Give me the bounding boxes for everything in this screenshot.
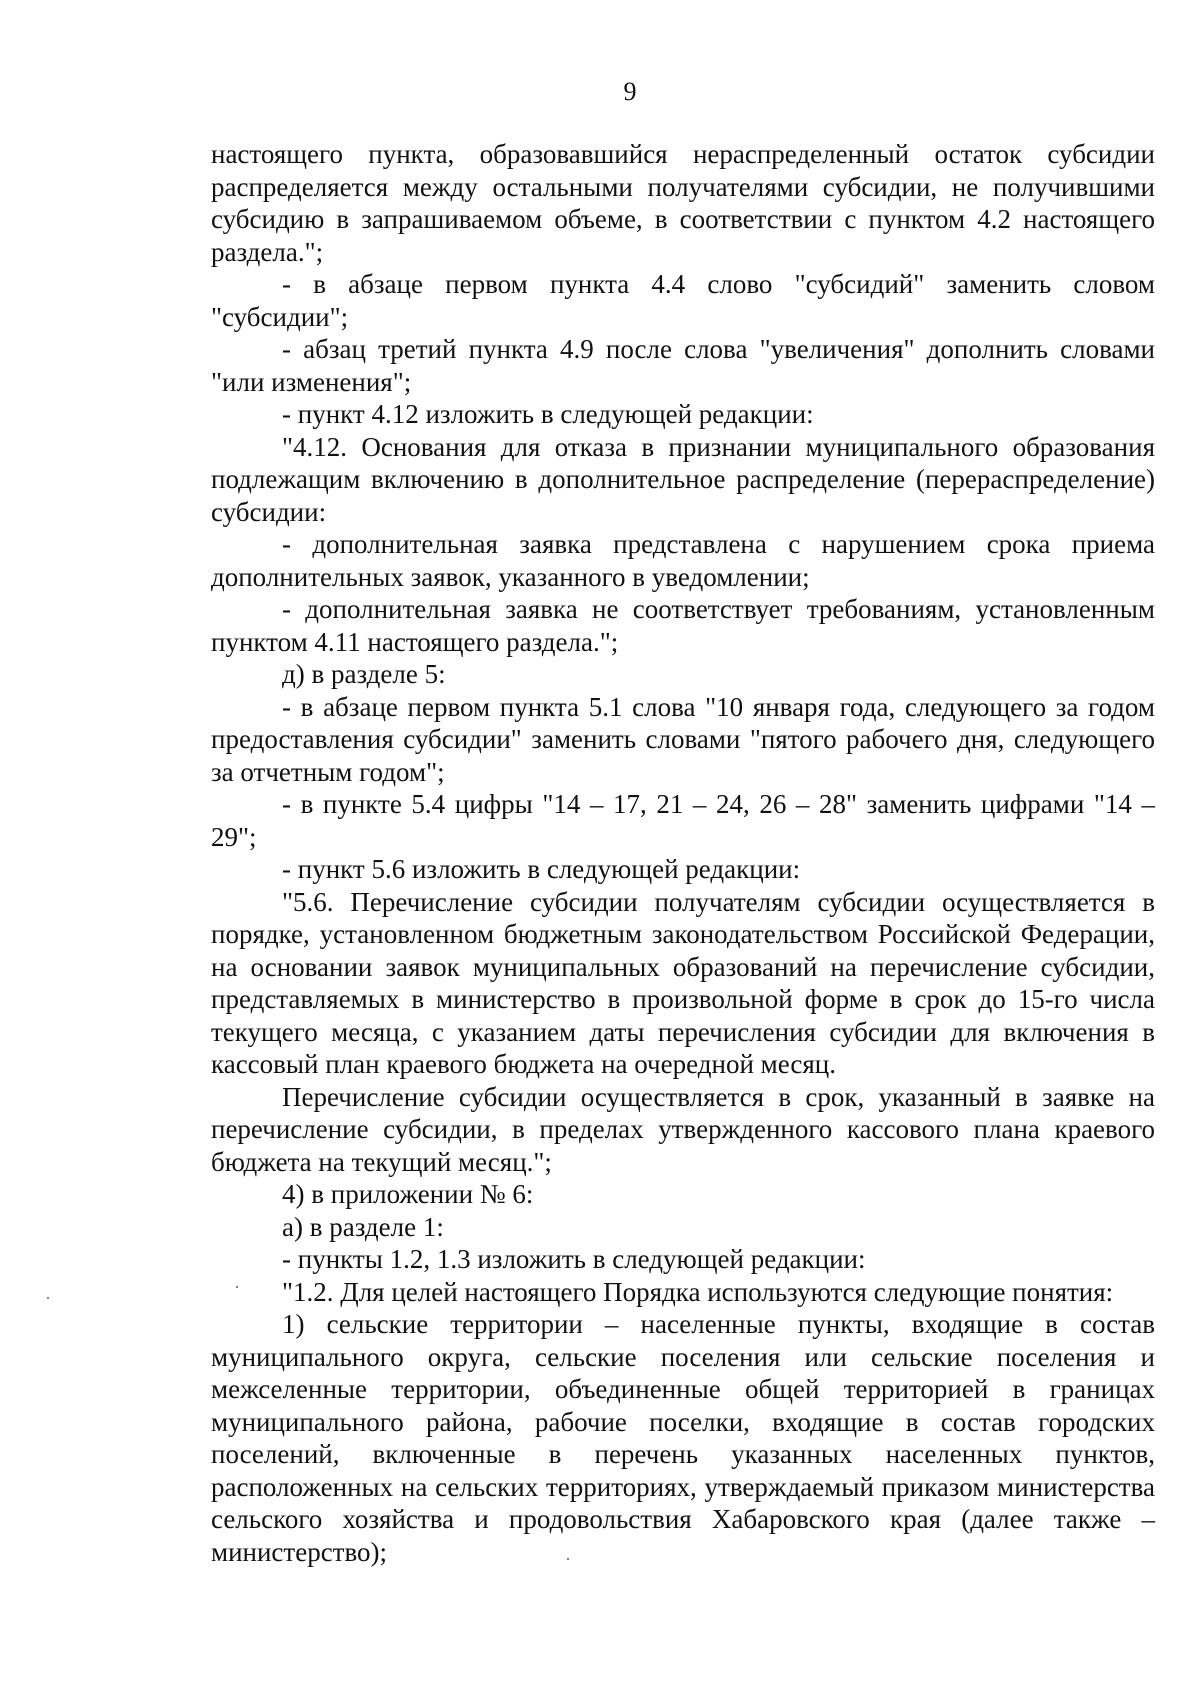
paragraph: - абзац третий пункта 4.9 после слова "увеличения" дополнить словами "или изменения"; [211, 334, 1155, 397]
paragraph: "5.6. Перечисление субсидии получателям субсидии осуществляется в порядке, установленном бюджетным законодательством Российской Федерации, на основании заявок муниципальных образований на перечисление субсидии, представляемых в министерство в произвольной форме в срок до 15-го числа текущего месяца, с указанием даты перечисления субсидии для включения в кассовый план краевого бюджета на очередной месяц. [211, 886, 1155, 1079]
paragraph: настоящего пункта, образовавшийся нераспределенный остаток субсидии распределяется между остальными получателями субсидии, не получившими субсидию в запрашиваемом объеме, в соответствии с пунктом 4.2 настоящего раздела."; [211, 139, 1155, 267]
paragraph: - пункт 4.12 изложить в следующей редакции: [282, 399, 814, 429]
paragraph: - в абзаце первом пункта 4.4 слово "субсидий" заменить словом "субсидии"; [211, 269, 1155, 332]
paragraph: а) в разделе 1: [282, 1211, 444, 1242]
scan-speck [567, 1558, 569, 1560]
paragraph: 4) в приложении № 6: [282, 1179, 534, 1209]
paragraph: - пункты 1.2, 1.3 изложить в следующей редакции: [282, 1244, 866, 1274]
paragraph: - дополнительная заявка не соответствует требованиям, установленным пунктом 4.11 настоящего раздела."; [211, 594, 1155, 657]
paragraph: - дополнительная заявка представлена с нарушением срока приема дополнительных заявок, указанного в уведомлении; [211, 529, 1155, 592]
document-body [211, 138, 1155, 1568]
paragraph: Перечисление субсидии осуществляется в срок, указанный в заявке на перечисление субсидии, в пределах утвержденного кассового плана краевого бюджета на текущий месяц."; [211, 1081, 1155, 1177]
paragraph: - в пункте 5.4 цифры "14 – 17, 21 – 24, 26 – 28" заменить цифрами "14 – 29"; [211, 789, 1155, 852]
scan-speck [47, 1297, 49, 1299]
paragraph: д) в разделе 5: [282, 659, 446, 689]
paragraph: - пункт 5.6 изложить в следующей редакции: [282, 854, 801, 884]
paragraph: 1) сельские территории – населенные пункты, входящие в состав муниципального округа, сельские поселения или сельские поселения и межселенные территории, объединенные общей территорией в границах муниципального района, рабочие поселки, входящие в состав городских поселений, включенные в перечень указанных населенных пунктов, расположенных на сельских территориях, утверждаемый приказом министерства сельского хозяйства и продовольствия Хабаровского края (далее также – министерство); [211, 1309, 1155, 1567]
paragraph: "4.12. Основания для отказа в признании муниципального образования подлежащим включению в дополнительное распределение (перераспределение) субсидии: [211, 431, 1155, 527]
scan-speck [236, 1286, 238, 1288]
paragraph: - в абзаце первом пункта 5.1 слова "10 января года, следующего за годом предоставления субсидии" заменить словами "пятого рабочего дня, следующего за отчетным годом"; [211, 691, 1155, 787]
paragraph: "1.2. Для целей настоящего Порядка используются следующие понятия: [282, 1276, 1114, 1307]
page-number: 9 [623, 77, 637, 106]
